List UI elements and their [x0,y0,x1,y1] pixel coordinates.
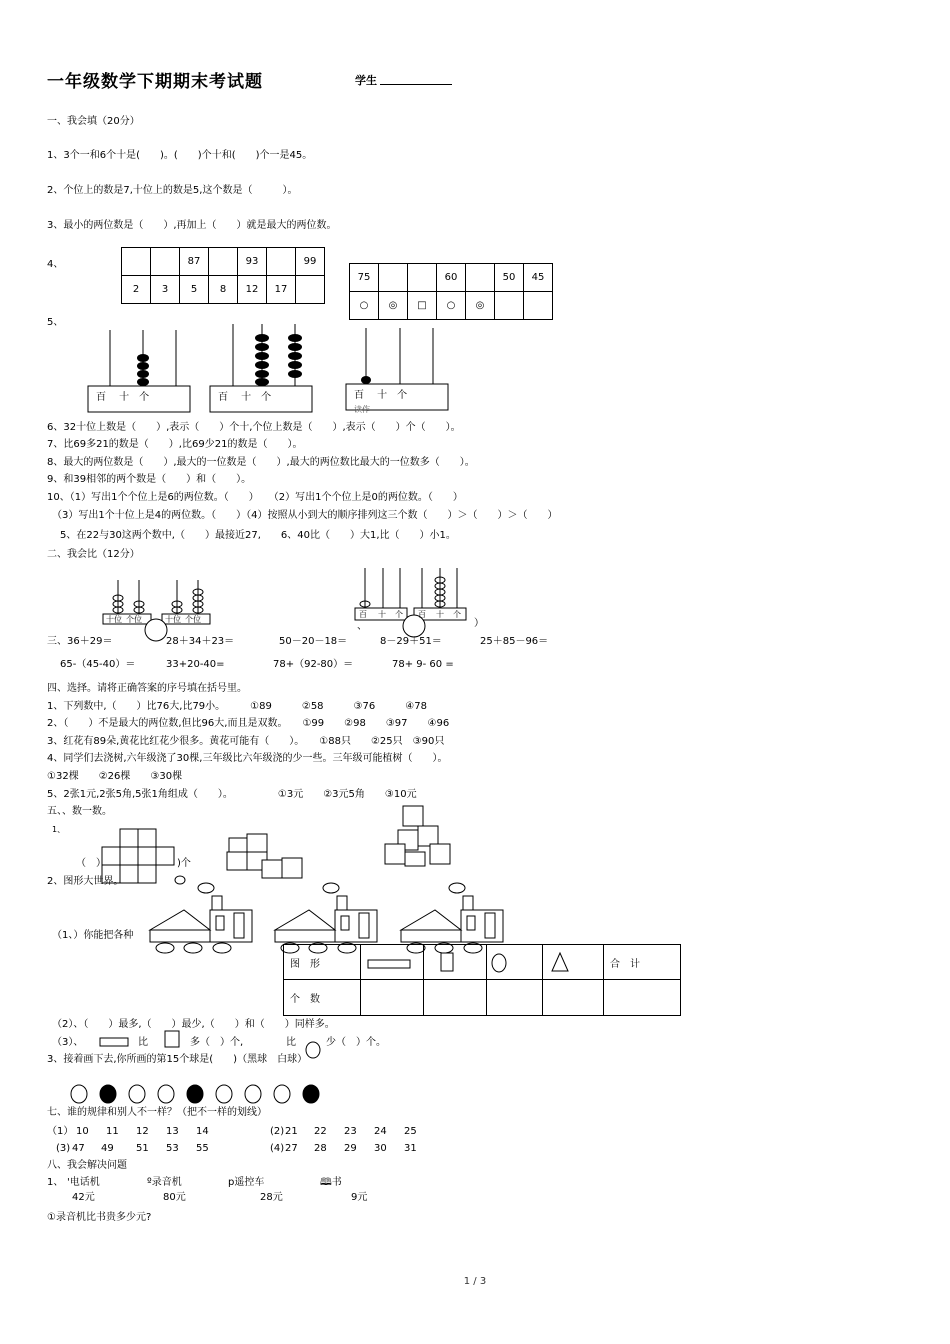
cell: 87 [180,248,209,276]
question-1-10a: 10、（1）写出1个个位上是6的两位数。（ ） （2）写出1个个位上是0的两位数。（ ） [47,492,463,503]
pattern-row-2-n3[interactable]: 23 [344,1126,357,1137]
cell: 75 [350,264,379,292]
table-header-total: 合 计 [604,945,681,980]
cell: 93 [238,248,267,276]
pattern-row-3-n3[interactable]: 51 [136,1143,149,1154]
choice-1: 1、下列数中,（ ）比76大,比79小。 ①89 ②58 ③76 ④78 [47,701,427,712]
pattern-row-4-n4[interactable]: 30 [374,1143,387,1154]
pattern-row-3-n4[interactable]: 53 [166,1143,179,1154]
abacus-label-bai-2: 百 [418,610,426,619]
pattern-row-4-n2[interactable]: 28 [314,1143,327,1154]
stray-mark: 、 [357,621,367,632]
table-row-count: 个 数 [284,980,361,1016]
calc-3: 50－20－18＝ [279,636,348,647]
item-name-book: 🕮书 [320,1177,342,1188]
pattern-row-3-n1[interactable]: 47 [72,1143,85,1154]
pattern-row-4-n3[interactable]: 29 [344,1143,357,1154]
student-label: 学生 [355,74,377,87]
count-q3: 3、接着画下去,你所画的第15个球是( )（黑球 白球） [47,1054,308,1065]
abacus-label-gewei-2: 个位 [185,615,201,624]
question-1-4-label: 4、 [47,259,64,270]
pattern-row-1-n3[interactable]: 12 [136,1126,149,1137]
choice-5: 5、2张1元,2张5角,5张1角组成（ ）。 ①3元 ②3元5角 ③10元 [47,789,417,800]
pattern-row-1-n5[interactable]: 14 [196,1126,209,1137]
item-name-phone: '电话机 [67,1177,100,1188]
pattern-row-3-label: (3) [56,1143,71,1154]
abacus-1-label: 百 十 个 [96,392,150,403]
question-1-7: 7、比69多21的数是（ ）,比69少21的数是（ ）。 [47,439,303,450]
cell: ○ [437,292,466,320]
question-1-8: 8、最大的两位数是（ ）,最大的一位数是（ ）,最大的两位数比最大的一位数多（ ）。 [47,457,475,468]
cell: 3 [151,276,180,304]
problem-1-question: ①录音机比书贵多少元? [47,1212,152,1223]
count-q2-3a: （3）、 [52,1037,84,1048]
question-1-9: 9、和39相邻的两个数是（ ）和（ ）。 [47,474,252,485]
section4-heading: 四、选择。请将正确答案的序号填在括号里。 [47,683,247,694]
pattern-row-1-label: （1） [47,1126,74,1137]
pattern-row-3-n5[interactable]: 55 [196,1143,209,1154]
pattern-row-1-n2[interactable]: 11 [106,1126,119,1137]
count-q2-2: （2）、（ ）最多,（ ）最少,（ ）和（ ）同样多。 [52,1019,335,1030]
abacus-label-ge-2: 个 [453,610,461,619]
pattern-row-4-n5[interactable]: 31 [404,1143,417,1154]
pattern-row-2-n2[interactable]: 22 [314,1126,327,1137]
question-1-1: 1、3个一和6个十是( )。( )个十和( )个一是45。 [47,150,313,161]
page-title: 一年级数学下期期末考试题 [47,72,263,92]
pattern-row-2-n4[interactable]: 24 [374,1126,387,1137]
abacus-label-gewei: 个位 [126,615,142,624]
cell: 12 [238,276,267,304]
item-name-rc-car: p遥控车 [228,1177,265,1188]
pattern-row-4-label: (4) [270,1143,285,1154]
pattern-row-2-n1[interactable]: 21 [285,1126,298,1137]
section5-heading: 五、、数一数。 [47,806,112,817]
question-1-6: 6、32十位上数是（ ）,表示（ ）个十,个位上数是（ ）,表示（ ）个（ ）。 [47,422,461,433]
white-ball [274,1085,290,1103]
abacus-label-shiwei: 十位 [106,615,122,624]
count-q2-3e: 少（ ）个。 [326,1037,386,1048]
cell: ◎ [379,292,408,320]
question-1-10c: 5、在22与30这两个数中,（ ）最接近27, 6、40比（ ）大1,比（ ）小1。 [60,530,456,541]
white-ball [158,1085,174,1103]
count-q2-3c: 多（ ）个, [190,1037,244,1048]
count-q2-1: （1、）你能把各种 [52,930,134,941]
white-ball [216,1085,232,1103]
black-ball [303,1085,319,1103]
page-number: 1 / 3 [463,1276,487,1287]
choice-3: 3、红花有89朵,黄花比红花少很多。黄花可能有（ ）。 ①88只 ②25只 ③90只 [47,736,445,747]
cell: 8 [209,276,238,304]
question-1-3: 3、最小的两位数是（ ）,再加上（ ）就是最大的两位数。 [47,220,337,231]
count-q1-label: 1、 [52,825,66,834]
cell: 50 [495,264,524,292]
stray-mark-2: ） [474,618,484,629]
table-header-shape: 图 形 [284,945,361,980]
pattern-row-3-n2[interactable]: 49 [101,1143,114,1154]
abacus-label-shiwei-2: 十位 [165,615,181,624]
choice-4-options: ①32棵 ②26棵 ③30棵 [47,771,183,782]
white-ball [71,1085,87,1103]
abacus-label-ge: 个 [395,610,403,619]
item-price-rc-car: 28元 [260,1192,283,1203]
abacus-3-label: 百 十 个 [354,390,408,401]
cell: 60 [437,264,466,292]
black-ball [187,1085,203,1103]
count-paren: （ ） [76,858,106,869]
cell: 17 [267,276,296,304]
calc-4: 8－29＋51＝ [380,636,442,647]
count-ge: )个 [177,858,191,869]
problem-1-label: 1、 [47,1177,64,1188]
count-q2-3b: 比 [138,1037,148,1048]
item-price-phone: 42元 [72,1192,95,1203]
calc-7: 33+20-40= [166,659,225,670]
calc-1: 三、36＋29＝ [47,636,113,647]
count-q2-label: 2、图形大世界。 [47,876,124,887]
cell: ◎ [466,292,495,320]
item-price-recorder: 80元 [163,1192,186,1203]
count-q2-3d: 比 [286,1037,296,1048]
choice-2: 2、（ ）不是最大的两位数,但比96大,而且是双数。 ①99 ②98 ③97 ④96 [47,718,450,729]
question-1-10b: （3）写出1个十位上是4的两位数。（ ）（4）按照从小到大的顺序排列这三个数（ ）＞（ ）＞（ ） [52,510,558,521]
item-price-book: 9元 [351,1192,368,1203]
cell: 5 [180,276,209,304]
item-name-recorder: º录音机 [147,1177,182,1188]
calc-9: 78+ 9- 60 = [392,659,454,670]
section8-heading: 八、我会解决问题 [47,1160,127,1171]
cut-text: 读作 [354,405,370,414]
pattern-row-1-n1[interactable]: 10 [76,1126,89,1137]
abacus-label-shi: 十 [378,610,386,619]
cell: 99 [296,248,325,276]
abacus-label-bai: 百 [359,610,367,619]
calc-5: 25＋85－96＝ [480,636,549,647]
cell: ○ [350,292,379,320]
abacus-label-shi-2: 十 [436,610,444,619]
cell: □ [408,292,437,320]
calc-8: 78+（92-80）＝ [273,659,354,670]
pattern-row-4-n1[interactable]: 27 [285,1143,298,1154]
calc-2: 28＋34＋23＝ [166,636,235,647]
section7-heading: 七、谁的规律和别人不一样？（把不一样的划线） [47,1107,267,1118]
choice-4: 4、同学们去浇树,六年级浇了30棵,三年级比六年级浇的少一些。三年级可能植树（ ）。 [47,753,448,764]
section1-heading: 一、我会填（20分） [47,116,140,127]
cell: 2 [122,276,151,304]
question-1-5-label: 5、 [47,317,64,328]
pattern-row-1-n4[interactable]: 13 [166,1126,179,1137]
cell: 45 [524,264,553,292]
pattern-row-2-label: (2) [270,1126,285,1137]
black-ball [100,1085,116,1103]
abacus-2-label: 百 十 个 [218,392,272,403]
section2-heading: 二、我会比（12分） [47,549,140,560]
calc-6: 65-（45-40）＝ [60,659,136,670]
white-ball [245,1085,261,1103]
question-1-2: 2、个位上的数是7,十位上的数是5,这个数是（ ）。 [47,185,298,196]
pattern-row-2-n5[interactable]: 25 [404,1126,417,1137]
white-ball [129,1085,145,1103]
